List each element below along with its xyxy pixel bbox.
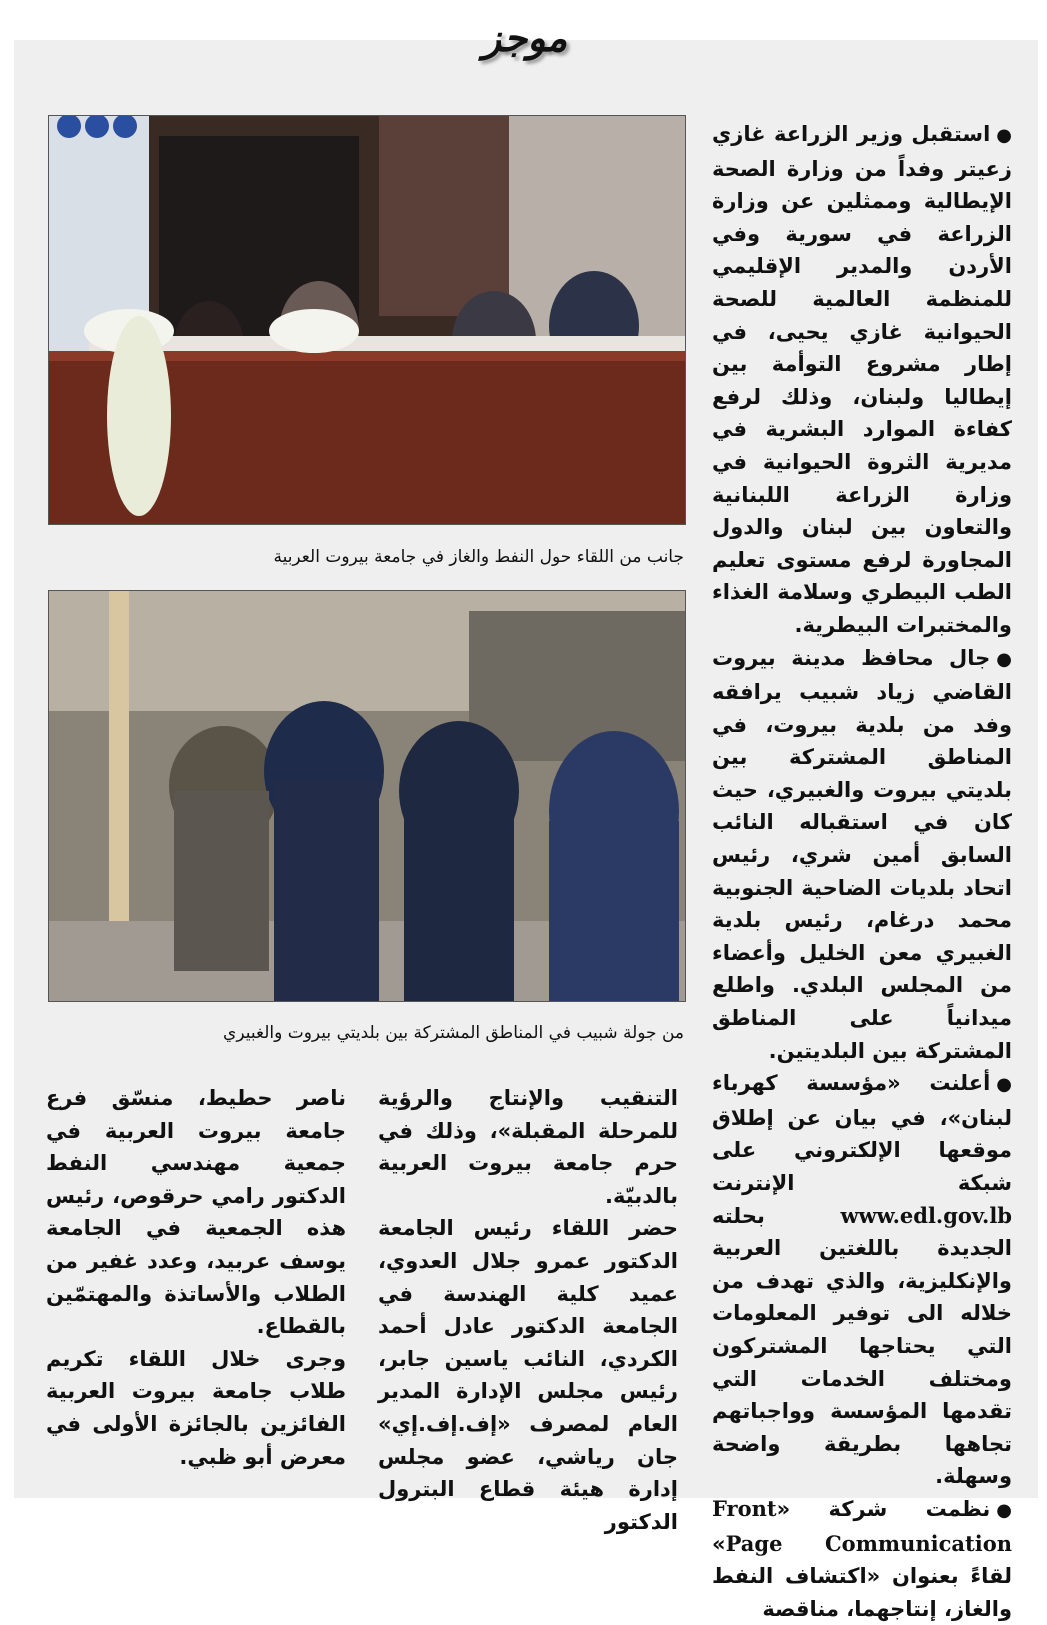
bullet-icon: ●: [996, 125, 1012, 146]
photo-conference: [48, 115, 686, 525]
masthead-title: موجز: [482, 14, 568, 60]
company-name: Front Page Communication: [712, 1495, 1012, 1556]
bullet-icon: ●: [996, 648, 1012, 670]
section-masthead: [460, 6, 590, 68]
bullet-icon: ●: [996, 1074, 1012, 1096]
news-item-edl: ●أعلنت «مؤسسة كهرباء لبنان»، في بيان عن إطلاق موقعها الإلكتروني على شبكة الإنترنت www.edl.gov.lb بحلته الجديدة باللغتين العربية والإنكليزية، والذي تهدف من خلاله الى توفير المعلومات التي يحتاجها المشتركون ومختلف الخدمات التي تقدمها المؤسسة وواجباتهم تجاهها بطريقة واضحة وسهلة.: [712, 1071, 1012, 1489]
photo-field-tour: [48, 590, 686, 1002]
news-item-oil-gas: ●نظمت شركة «Front Page Communication» لقاءً بعنوان «اكتشاف النفط والغاز، إنتاجهما، مناقصة: [712, 1495, 1012, 1621]
edl-website-link[interactable]: www.edl.gov.lb: [840, 1202, 1012, 1228]
photo-caption-bottom: من جولة شبيب في المناطق المشتركة بين بلديتي بيروت والغبيري: [223, 1023, 684, 1043]
photo-caption-top: جانب من اللقاء حول النفط والغاز في جامعة بيروت العربية: [273, 547, 684, 567]
bullet-icon: ●: [996, 1499, 1012, 1521]
news-item-beirut-tour: ●جال محافظ مدينة بيروت القاضي زياد شبيب يرافقه وفد من بلدية بيروت، في المناطق المشتركة بين بلديتي بيروت والغبيري، حيث كان في استقباله النائب السابق أمين شري، رئيس اتحاد بلديات الضاحية الجنوبية محمد درغام، رئيس بلدية الغبيري معن الخليل وأعضاء من المجلس البلدي. واطلع ميدانياً على المناطق المشتركة بين البلديتين.: [712, 645, 1012, 1063]
column-left: [46, 1082, 346, 1473]
column-middle: [378, 1082, 678, 1538]
news-item-agriculture: ●استقبل وزير الزراعة غازي زعيتر وفداً من وزارة الصحة الإيطالية وممثلين عن وزارة الزراعة في سورية وفي الأردن والمدير الإقليمي للمنظمة العالمية للصحة الحيوانية غازي يحيى، في إطار مشروع التوأمة بين إيطاليا ولبنان، وذلك لرفع كفاءة الموارد البشرية في مديرية الثروة الحيوانية في وزارة الزراعة اللبنانية والتعاون بين لبنان والدول المجاورة لرفع مستوى تعليم الطب البيطري وسلامة الغذاء والمختبرات البيطرية.: [712, 122, 1012, 637]
conference-photo-illustration: [49, 116, 685, 524]
paragraph: وجرى خلال اللقاء تكريم طلاب جامعة بيروت العربية الفائزين بالجائزة الأولى في معرض أبو ظبي.: [46, 1346, 346, 1469]
paragraph: التنقيب والإنتاج والرؤية للمرحلة المقبلة»، وذلك في حرم جامعة بيروت العربية بالدبيّة.: [378, 1086, 678, 1208]
column-right: [712, 118, 1012, 1625]
field-tour-photo-illustration: [49, 591, 685, 1001]
paragraph: ناصر حطيط، منسّق فرع جامعة بيروت العربية في جمعية مهندسي النفط الدكتور رامي حرقوص، رئيس هذه الجمعية في الجامعة يوسف عربيد، وعدد غفير من الطلاب والأساتذة والمهتمّين بالقطاع.: [46, 1086, 346, 1339]
paragraph: حضر اللقاء رئيس الجامعة الدكتور عمرو جلال العدوي، عميد كلية الهندسة في الجامعة الدكتور عادل أحمد الكردي، النائب ياسين جابر، رئيس مجلس الإدارة المدير العام لمصرف «إف.إف.إي» جان رياشي، عضو مجلس إدارة هيئة قطاع البترول الدكتور: [378, 1216, 678, 1534]
